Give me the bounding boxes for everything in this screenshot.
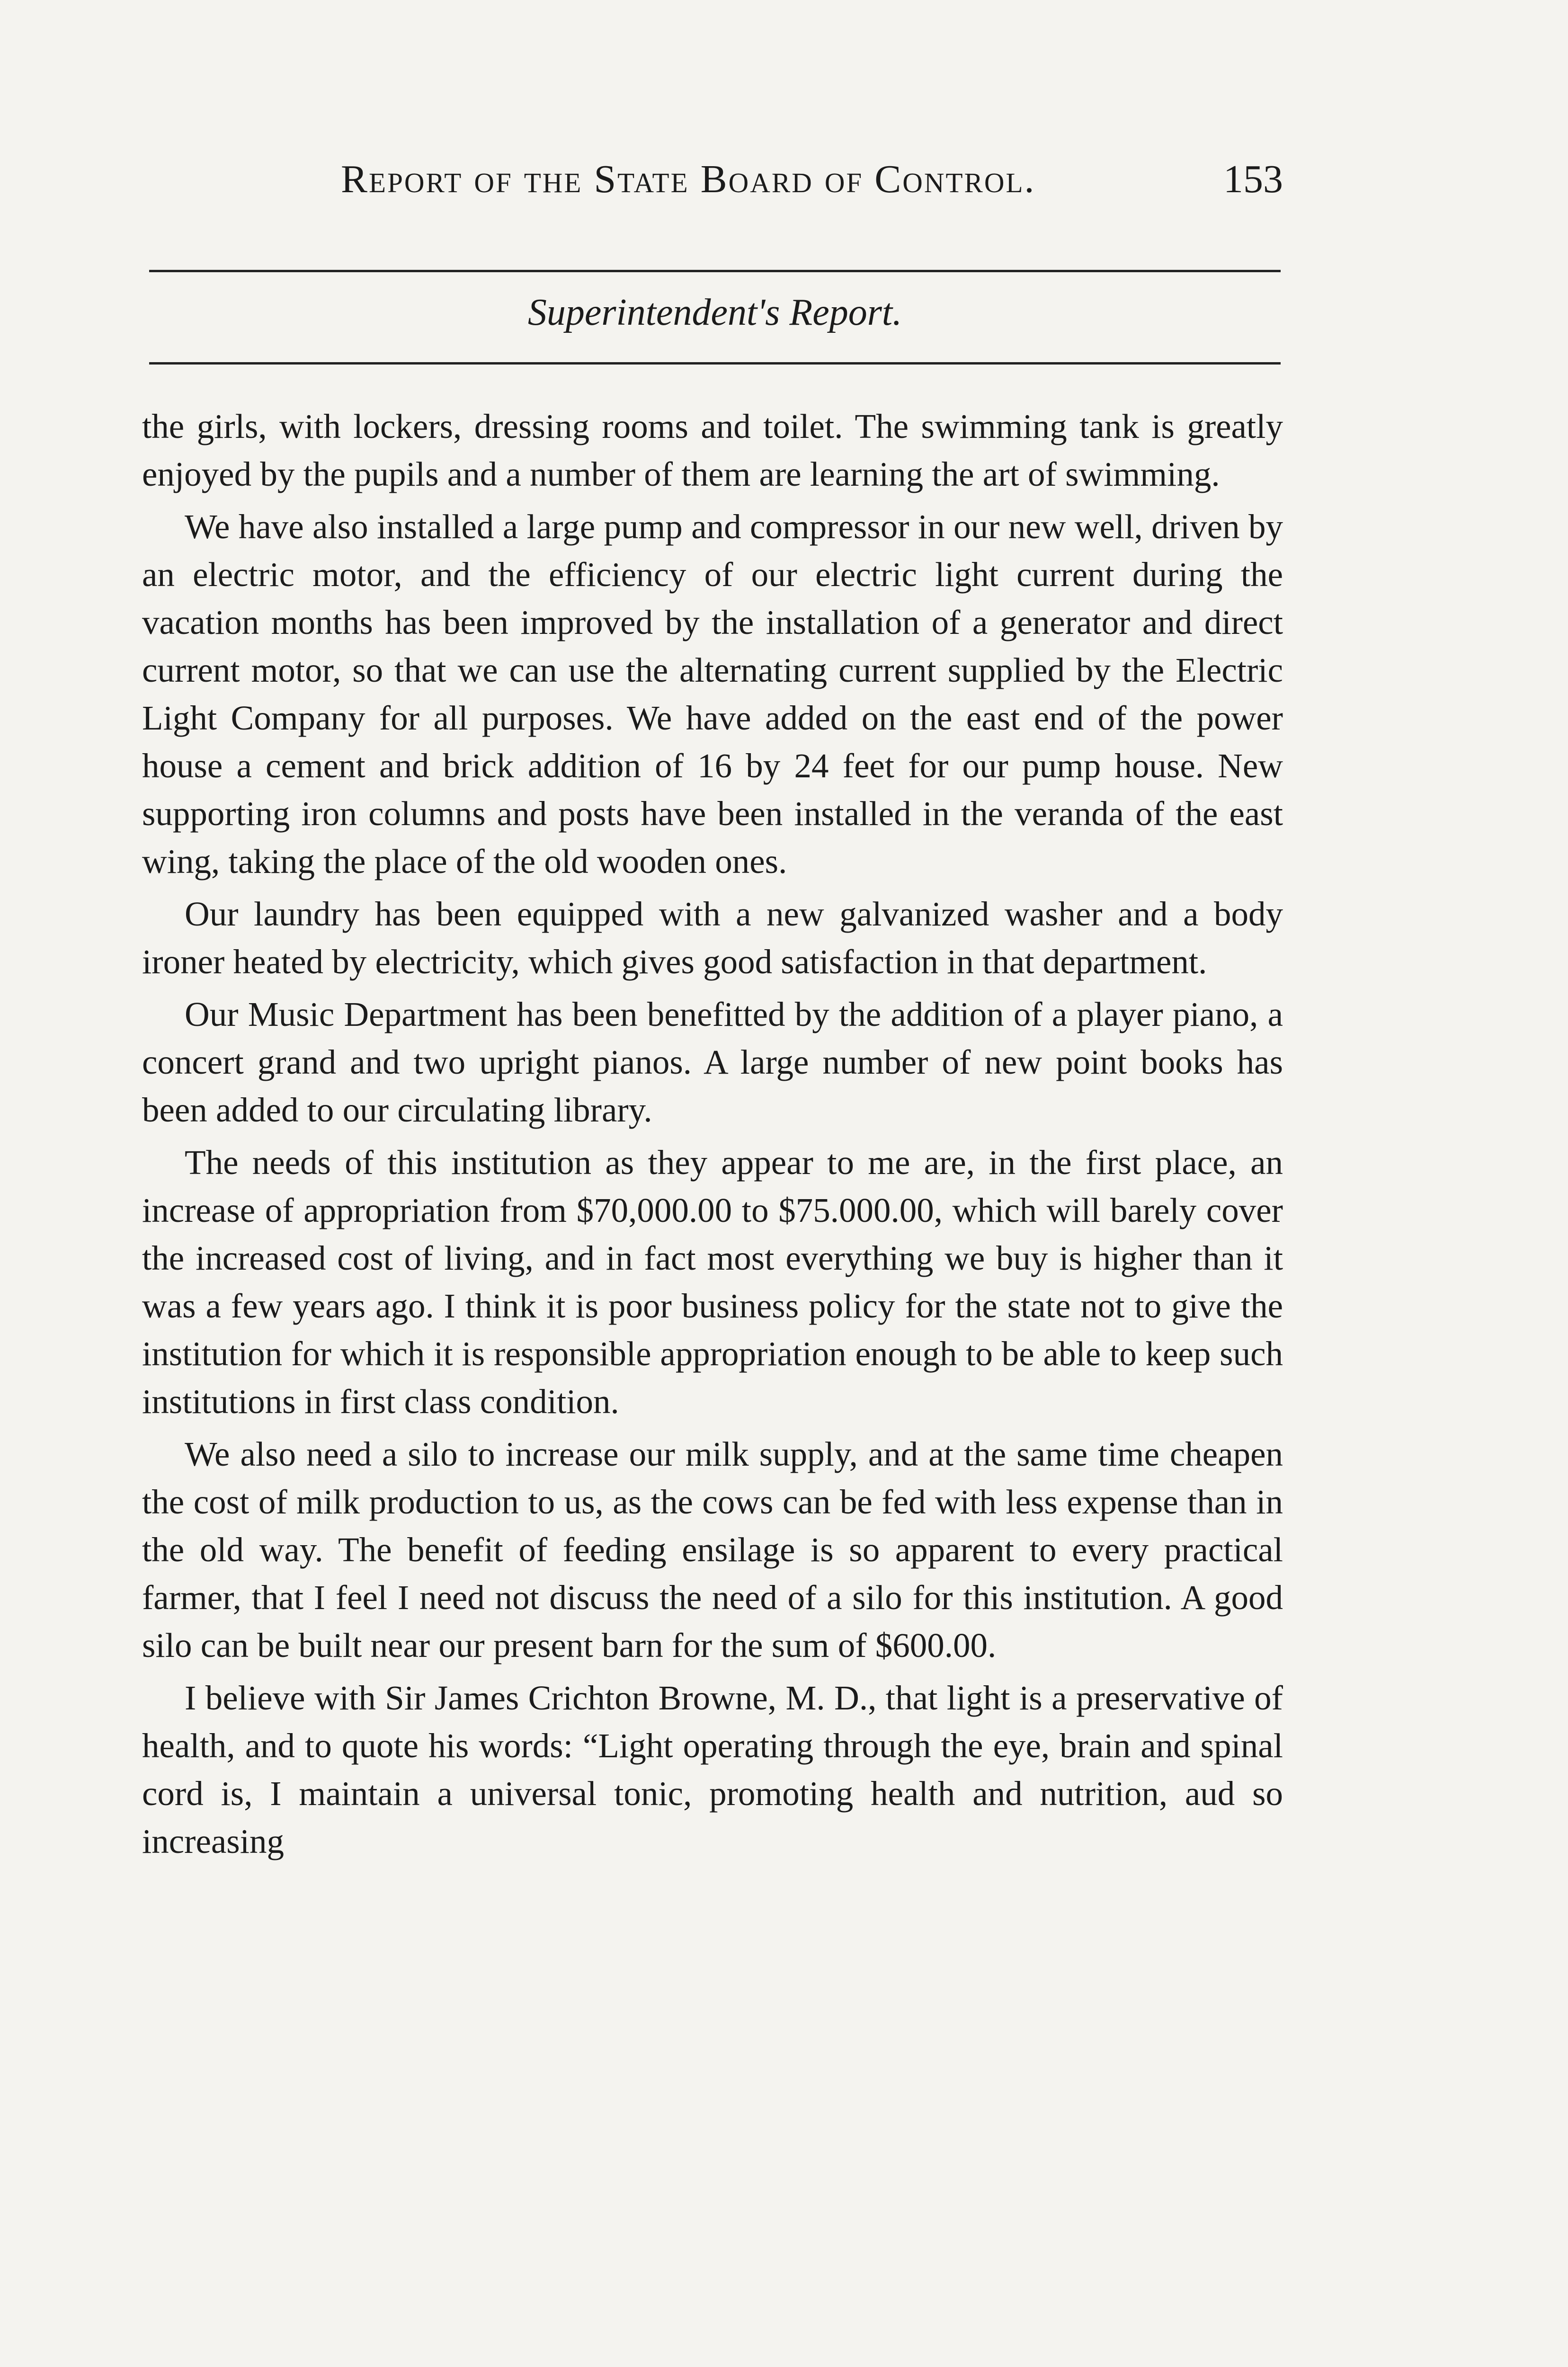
paragraph-appropriation-needs: The needs of this institution as they appear to me are, in the first place, an increase of appropriation from $70,000.00 to $75.000.00, which will barely cover the increased cost of living, and in fact most everything we buy is higher than it was a few years ago. I think it is poor business policy for the state not to give the institution for which it is responsible appropriation enough to be able to keep such institutions in first class condition. bbox=[142, 1143, 1283, 1421]
paragraph-continued: the girls, with lockers, dressing rooms and toilet. The swimming tank is greatly enjoyed by the pupils and a number of them are learning the art of swimming. bbox=[142, 407, 1283, 493]
running-title: Report of the State Board of Control. bbox=[341, 157, 1036, 201]
section-subtitle: Superintendent's Report. bbox=[527, 292, 902, 333]
header-rule-bottom bbox=[149, 362, 1281, 365]
paragraph-light-quote: I believe with Sir James Crichton Browne, M. D., that light is a preservative of health, and to quote his words: “Light operating through the eye, brain and spinal cord is, I maintain a universal tonic, promoting health and nutrition, aud so increasing bbox=[142, 1679, 1283, 1860]
paragraph-laundry: Our laundry has been equipped with a new galvanized washer and a body ironer heated by electricity, which gives good satisfaction in that department. bbox=[142, 895, 1283, 981]
paragraph-pump-compressor: We have also installed a large pump and compressor in our new well, driven by an electric motor, and the efficiency of our electric light current during the vacation months has been improved by the installation of a generator and direct current motor, so that we can use the alternating current supplied by the Electric Light Company for all purposes. We have added on the east end of the power house a cement and brick addition of 16 by 24 feet for our pump house. New supporting iron columns and posts have been installed in the veranda of the east wing, taking the place of the old wooden ones. bbox=[142, 507, 1283, 881]
page-number: 153 bbox=[1223, 157, 1283, 201]
page-header bbox=[142, 156, 1283, 213]
header-rule-top bbox=[149, 270, 1281, 272]
body-text bbox=[142, 402, 1283, 1870]
paragraph-silo: We also need a silo to increase our milk supply, and at the same time cheapen the cost of milk production to us, as the cows can be fed with less expense than in the old way. The benefit of feeding ensilage is so apparent to every practical farmer, that I feel I need not discuss the need of a silo for this institution. A good silo can be built near our present barn for the sum of $600.00. bbox=[142, 1435, 1283, 1664]
paragraph-music-department: Our Music Department has been benefitted by the addition of a player piano, a concert grand and two upright pianos. A large number of new point books has been added to our circulating library. bbox=[142, 995, 1283, 1129]
